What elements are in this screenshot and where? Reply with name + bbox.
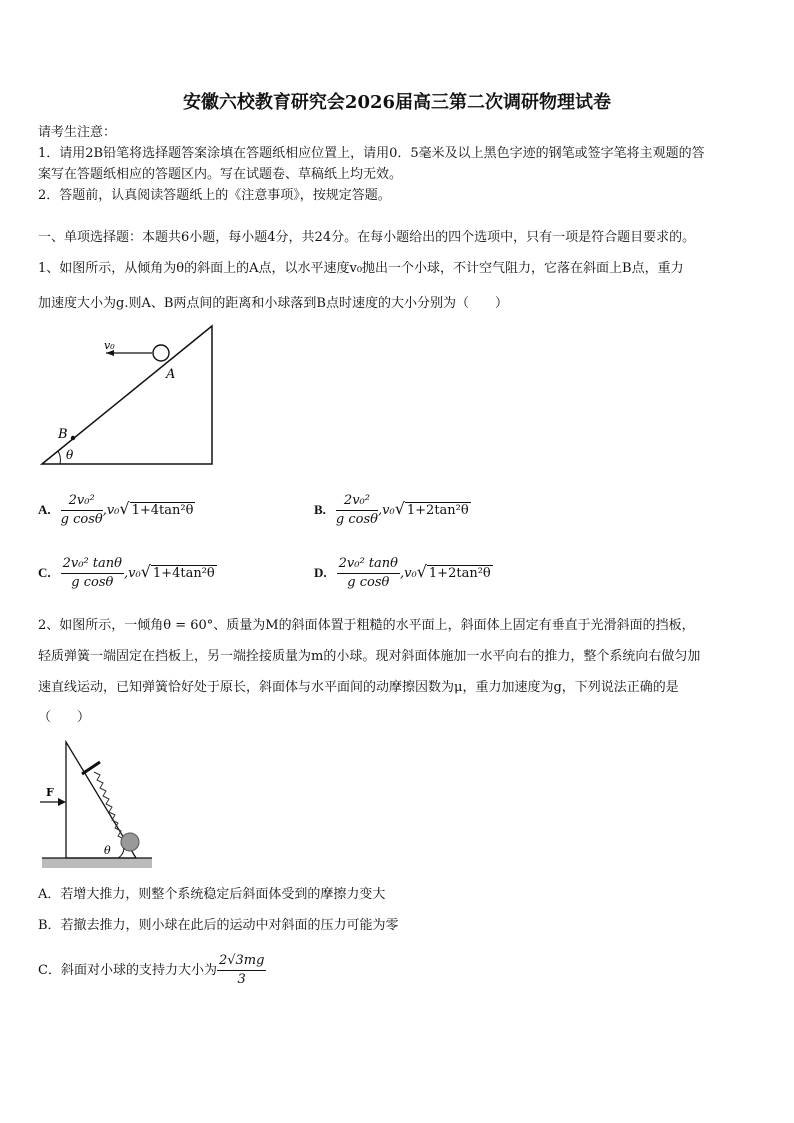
notice-heading: 请考生注意： (38, 125, 117, 140)
q1-incline-figure (36, 322, 226, 472)
incline-triangle (42, 326, 212, 464)
stopper-plate (82, 762, 100, 774)
ball-a (153, 345, 169, 361)
q1-stem-line2: 加速度大小为g.则A、B两点间的距离和小球落到B点时速度的大小分别为（ ） (38, 296, 508, 311)
page-title: 安徽六校教育研究会2026届高三第二次调研物理试卷 (182, 92, 612, 113)
q1-option-a[interactable]: A. $\frac{\text{2v₀²}}{\text{g cosθ}}$ ,v₀√ 1+4tan²θ (38, 493, 194, 527)
q2-option-b[interactable]: B．若撤去推力，则小球在此后的运动中对斜面的压力可能为零 (38, 918, 399, 933)
q2-option-a[interactable]: A．若增大推力，则整个系统稳定后斜面体受到的摩擦力变大 (38, 887, 386, 902)
q2-stem-line4: （ ） (38, 710, 91, 725)
q2-wedge-figure (38, 734, 158, 874)
v0-label: v₀ (104, 339, 115, 352)
point-b (71, 436, 75, 440)
point-b-label: B (58, 427, 68, 442)
notice-item-1: 1．请用2B铅笔将选择题答案涂填在答题纸相应位置上，请用0．5毫米及以上黑色字迹的钢笔或签字笔将主观题的答 (38, 146, 705, 161)
q2-stem-line3: 速直线运动，已知弹簧恰好处于原长，斜面体与水平面间的动摩擦因数为μ，重力加速度为g，下列说法正确的是 (38, 680, 679, 695)
notice-item-1-cont: 案写在答题纸相应的答题区内。写在试题卷、草稿纸上均无效。 (38, 167, 403, 182)
point-a-label: A (166, 367, 176, 382)
q2-stem-line2: 轻质弹簧一端固定在挡板上，另一端拴接质量为m的小球。现对斜面体施加一水平向右的推力，整个系统向右做匀加 (38, 649, 701, 664)
section-heading: 一、单项选择题：本题共6小题，每小题4分，共24分。在每小题给出的四个选项中，只有一项是符合题目要求的。 (38, 230, 696, 245)
q1-option-b[interactable]: B. $\frac{\text{2v₀²}}{\text{g cosθ}}$ ,v₀√ 1+2tan²θ (314, 493, 469, 527)
notice-item-2: 2．答题前，认真阅读答题纸上的《注意事项》，按规定答题。 (38, 188, 391, 203)
theta-label: θ (66, 448, 74, 462)
q2-stem-line1: 2、如图所示，一倾角θ = 60°、质量为M的斜面体置于粗糙的水平面上，斜面体上固定有垂直于光滑斜面的挡板， (38, 618, 695, 633)
q2-option-c[interactable]: C．斜面对小球的支持力大小为 $\frac{2√3mg}{3}$ (38, 953, 265, 987)
q1-option-d[interactable]: D. $\frac{\text{2v₀² tanθ}}{\text{g cosθ}}$ ,v₀√ 1+2tan²θ (314, 556, 491, 590)
force-label: F (46, 786, 54, 799)
q1-stem-line1: 1、如图所示，从倾角为θ的斜面上的A点，以水平速度v₀抛出一个小球，不计空气阻力，它落在斜面上B点，重力 (38, 261, 684, 276)
theta-label: θ (104, 844, 111, 857)
ground (42, 858, 152, 868)
q1-option-c[interactable]: C. $\frac{\text{2v₀² tanθ}}{\text{g cosθ}}$ ,v₀√ 1+4tan²θ (38, 556, 215, 590)
